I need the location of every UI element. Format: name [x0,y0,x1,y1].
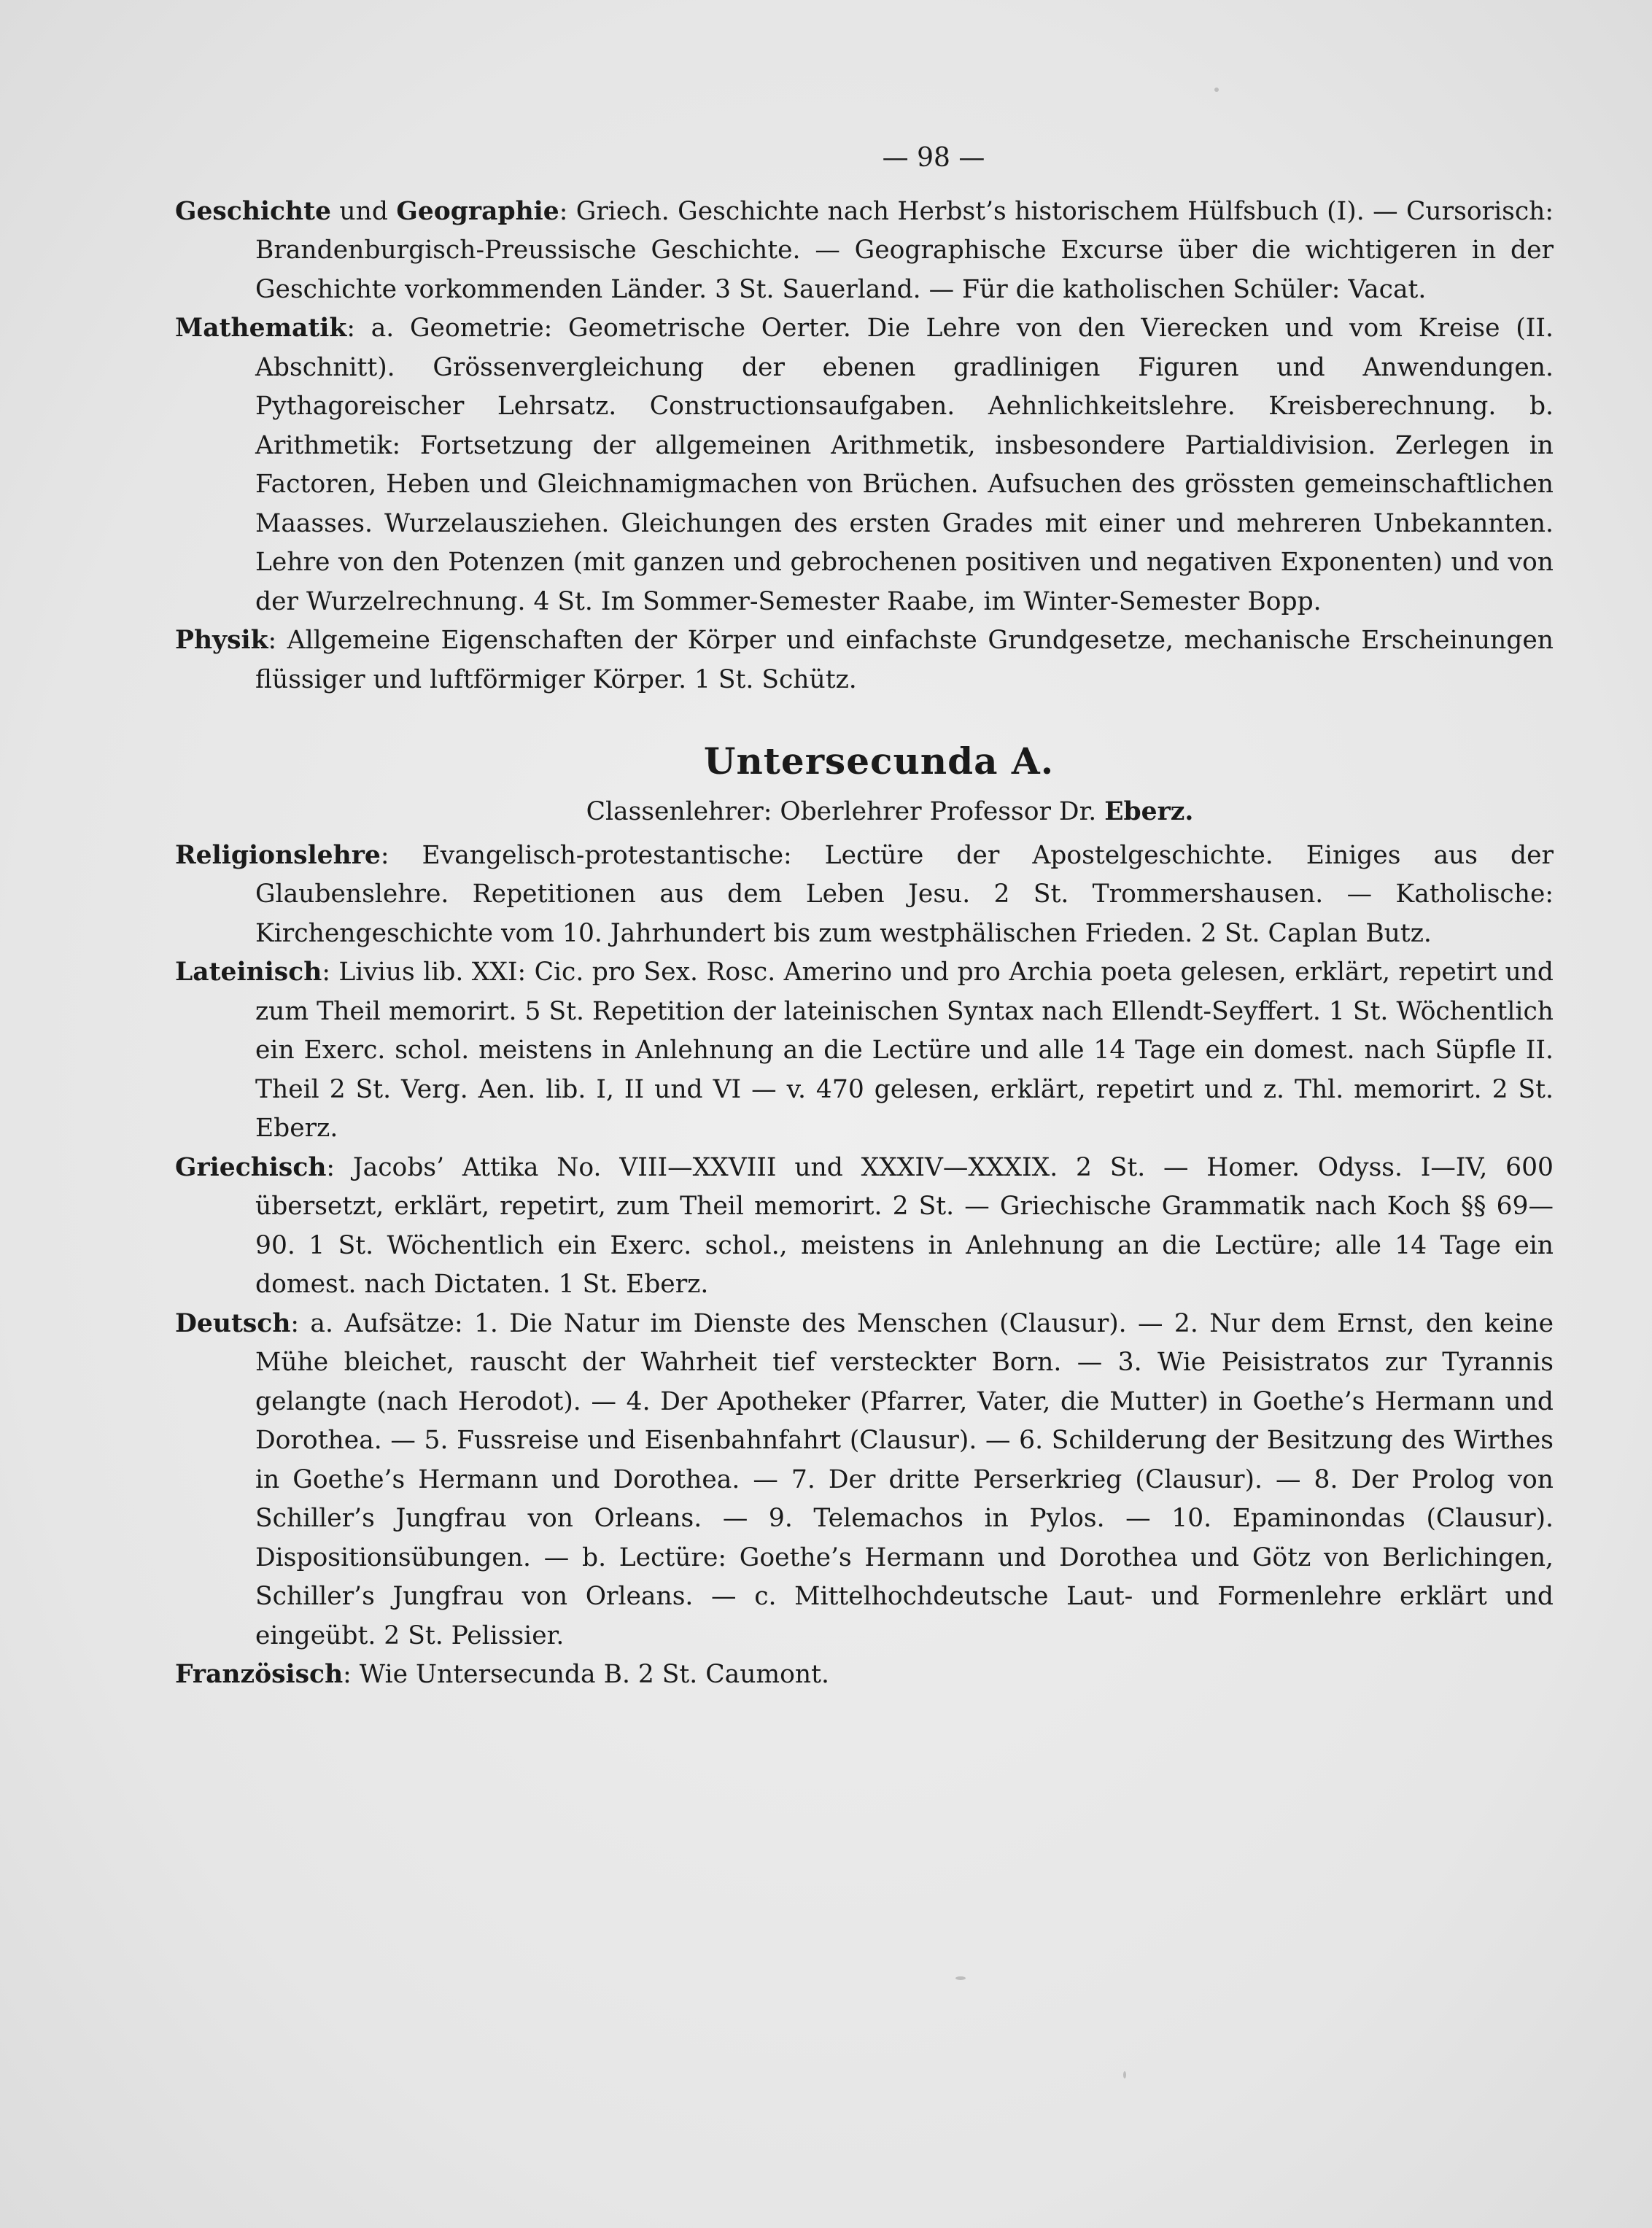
subject-heading: Lateinisch [175,958,322,987]
subject-heading: Griechisch [175,1152,327,1182]
entry-griechisch [175,1149,1554,1305]
page-content [175,139,1554,1695]
entry-mathematik [175,309,1554,621]
page-number: — 98 — [882,143,985,173]
subject-heading: Mathematik [175,314,347,343]
paper-speck [1214,88,1219,92]
subject-heading: Deutsch [175,1308,291,1338]
subject-heading: Religionslehre [175,840,381,870]
entry-body: : Wie Untersecunda B. 2 St. Caumont. [343,1660,829,1689]
entry-body: : Jacobs’ Attika No. VIII—XXVIII und XXXIV—XXXIX. 2 St. — Homer. Odyss. I—IV, 600 übersetzt, erklärt, repetirt, zum Theil memorirt. 2 St. — Griechische Grammatik nach Koch §§ 69—90. 1 St. Wöchentlich ein Exerc. schol., meistens in Anlehnung an die Lectüre; alle 14 Tage ein domest. nach Dictaten. 1 St. Eberz. [255,1152,1554,1299]
subject-heading: Physik [175,626,268,655]
subject-heading: Geographie [396,196,559,226]
entry-franzoesisch [175,1656,1554,1695]
paper-speck [955,1976,966,1980]
paper-speck [1123,2071,1126,2078]
entry-religionslehre [175,837,1554,954]
class-teacher-line [226,793,1554,832]
entry-body: : Griech. Geschichte nach Herbst’s historischem Hülfsbuch (I). — Cursorisch: Brandenburgisch-Preussische Geschichte. — Geographische Excurse über die wichtigeren in der Geschichte vorkommenden Länder. 3 St. Sauerland. — Für die katholischen Schüler: Vacat. [255,196,1554,304]
entry-physik [175,621,1554,699]
entry-body: : Livius lib. XXI: Cic. pro Sex. Rosc. Amerino und pro Archia poeta gelesen, erklärt, repetirt und zum Theil memorirt. 5 St. Repetition der lateinischen Syntax nach Ellendt-Seyffert. 1 St. Wöchentlich ein Exerc. schol. meistens in Anlehnung an die Lectüre und alle 14 Tage ein domest. nach Süpfle II. Theil 2 St. Verg. Aen. lib. I, II und VI — v. 470 gelesen, erklärt, repetirt und z. Thl. memorirt. 2 St. Eberz. [255,958,1554,1143]
subject-heading: Geschichte [175,196,332,226]
entry-body: : a. Geometrie: Geometrische Oerter. Die Lehre von den Vierecken und vom Kreise (II. Abschnitt). Grössenvergleichung der ebenen gradlinigen Figuren und Anwendungen. Pythagoreischer Lehrsatz. Constructionsaufgaben. Aehnlichkeitslehre. Kreisberechnung. b. Arithmetik: Fortsetzung der allgemeinen Arithmetik, insbesondere Partialdivision. Zerlegen in Factoren, Heben und Gleichnamigmachen von Brüchen. Aufsuchen des grössten gemeinschaftlichen Maasses. Wurzelausziehen. Gleichungen des ersten Grades mit einer und mehreren Unbekannten. Lehre von den Potenzen (mit ganzen und gebrochenen positiven und negativen Exponenten) und von der Wurzelrechnung. 4 St. Im Sommer-Semester Raabe, im Winter-Semester Bopp. [255,314,1554,616]
entry-body: : Evangelisch-protestantische: Lectüre der Apostelgeschichte. Einiges aus der Glaubenslehre. Repetitionen aus dem Leben Jesu. 2 St. Trommershausen. — Katholische: Kirchengeschichte vom 10. Jahrhundert bis zum westphälischen Frieden. 2 St. Caplan Butz. [255,840,1554,948]
entry-deutsch [175,1305,1554,1656]
section-title: Untersecunda A. [703,740,1055,783]
subject-heading: Französisch [175,1660,344,1689]
entry-body: : Allgemeine Eigenschaften der Körper und einfachste Grundgesetze, mechanische Erscheinungen flüssiger und luftförmiger Körper. 1 St. Schütz. [255,626,1554,694]
entry-geschichte-geographie [175,193,1554,310]
class-teacher-name: Eberz. [1104,797,1194,826]
class-teacher-prefix: Classenlehrer: Oberlehrer Professor Dr. [586,797,1105,826]
entry-body: : a. Aufsätze: 1. Die Natur im Dienste des Menschen (Clausur). — 2. Nur dem Ernst, den keine Mühe bleichet, rauscht der Wahrheit tief versteckter Born. — 3. Wie Peisistratos zur Tyrannis gelangte (nach Herodot). — 4. Der Apotheker (Pfarrer, Vater, die Mutter) in Goethe’s Hermann und Dorothea. — 5. Fussreise und Eisenbahnfahrt (Clausur). — 6. Schilderung der Besitzung des Wirthes in Goethe’s Hermann und Dorothea. — 7. Der dritte Perserkrieg (Clausur). — 8. Der Prolog von Schiller’s Jungfrau von Orleans. — 9. Telemachos in Pylos. — 10. Epaminondas (Clausur). Dispositionsübungen. — b. Lectüre: Goethe’s Hermann und Dorothea und Götz von Berlichingen, Schiller’s Jungfrau von Orleans. — c. Mittelhochdeutsche Laut- und Formenlehre erklärt und eingeübt. 2 St. Pelissier. [255,1308,1554,1650]
entry-lateinisch [175,953,1554,1149]
conjunction-text: und [331,196,397,226]
